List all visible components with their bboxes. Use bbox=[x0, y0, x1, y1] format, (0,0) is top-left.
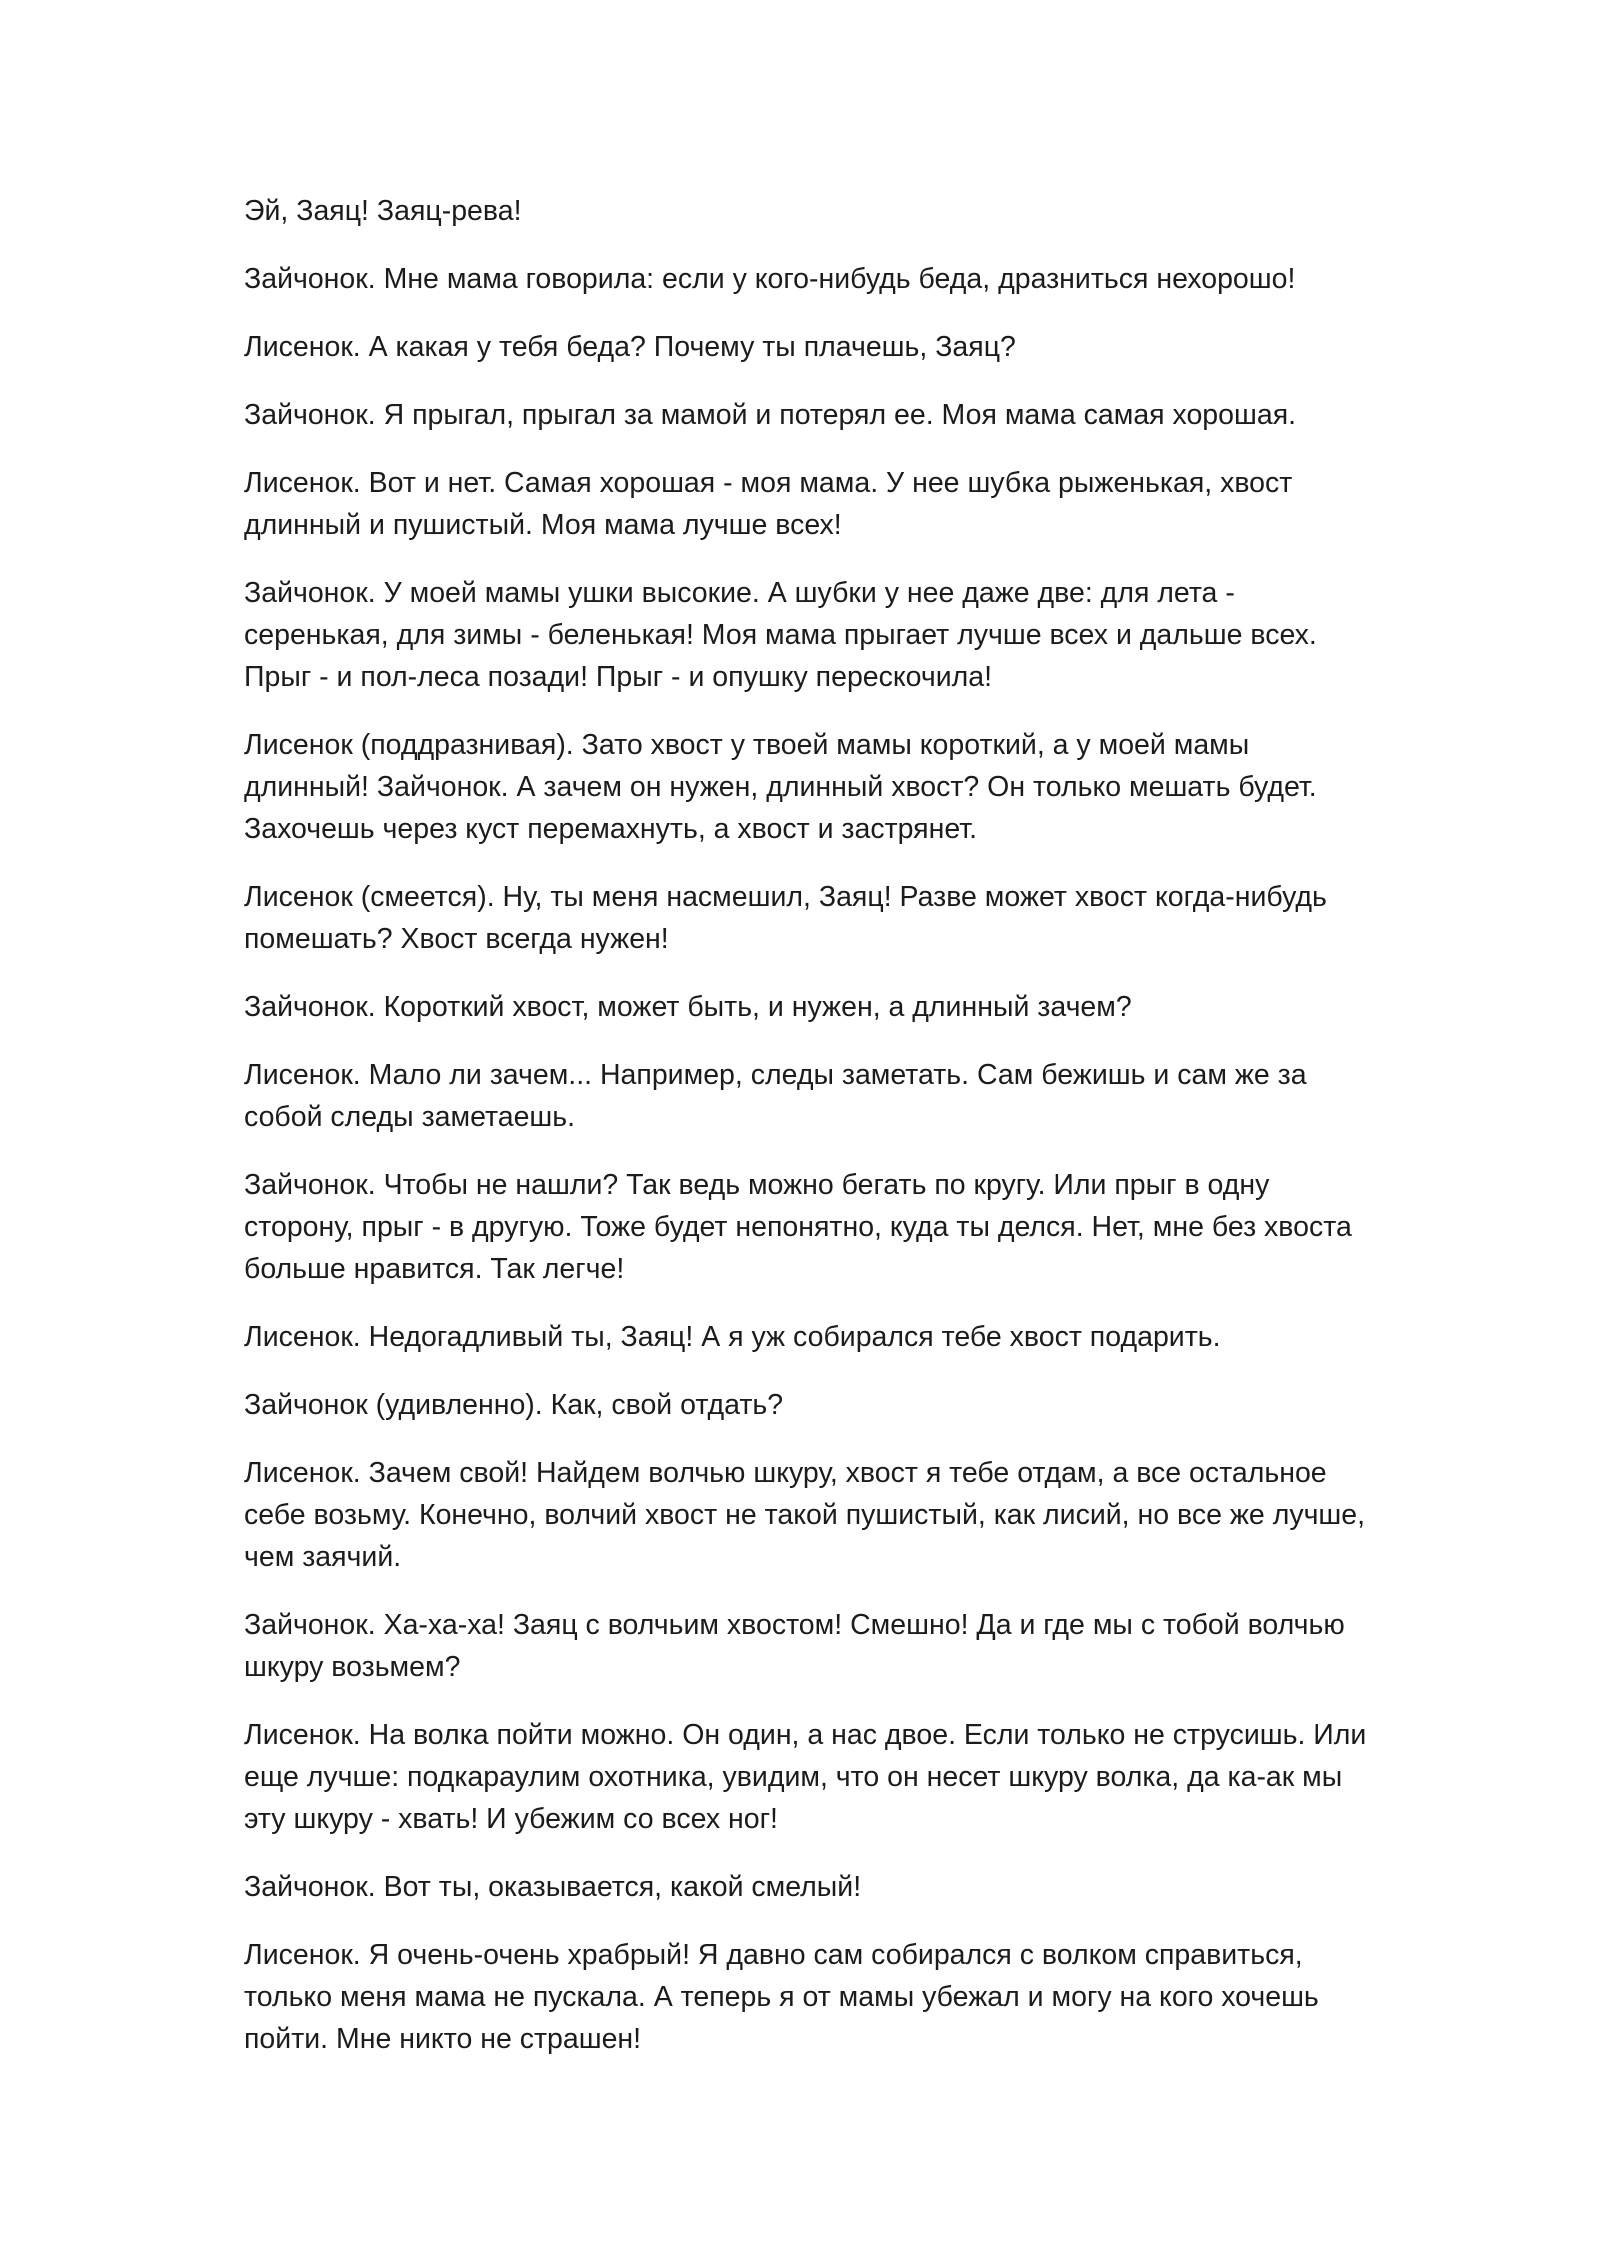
paragraph-16: Лисенок. На волка пойти можно. Он один, а нас двое. Если только не струсишь. Или еще лучше: подкараулим охотника, увидим, что он несет шкуру волка, да ка-ак мы эту шкуру - хвать! И убежим со всех ног! bbox=[244, 1719, 1367, 1835]
paragraph-11: Зайчонок. Чтобы не нашли? Так ведь можно бегать по кругу. Или прыг в одну сторону, прыг - в другую. Тоже будет непонятно, куда ты делся. Нет, мне без хвоста больше нравится. Так легче! bbox=[244, 1169, 1352, 1285]
paragraph-14: Лисенок. Зачем свой! Найдем волчью шкуру, хвост я тебе отдам, а все остальное себе возьму. Конечно, волчий хвост не такой пушистый, как лисий, но все же лучше, чем заячий. bbox=[244, 1457, 1366, 1573]
paragraph-10: Лисенок. Мало ли зачем... Например, следы заметать. Сам бежишь и сам же за собой следы заметаешь. bbox=[244, 1059, 1307, 1133]
paragraph-7: Лисенок (поддразнивая). Зато хвост у твоей мамы короткий, а у моей мамы длинный! Зайчонок. А зачем он нужен, длинный хвост? Он только мешать будет. Захочешь через куст перемахнуть, а хвост и застрянет. bbox=[244, 729, 1317, 845]
paragraph-2: Зайчонок. Мне мама говорила: если у кого-нибудь беда, дразниться нехорошо! bbox=[244, 263, 1296, 295]
paragraph-6: Зайчонок. У моей мамы ушки высокие. А шубки у нее даже две: для лета - серенькая, для зимы - беленькая! Моя мама прыгает лучше всех и дальше всех. Прыг - и пол-леса позади! Прыг - и опушку перескочила! bbox=[244, 577, 1317, 693]
paragraph-5: Лисенок. Вот и нет. Самая хорошая - моя мама. У нее шубка рыженькая, хвост длинный и пушистый. Моя мама лучше всех! bbox=[244, 467, 1293, 541]
dialogue-text bbox=[244, 190, 1376, 2086]
paragraph-1: Эй, Заяц! Заяц-рева! bbox=[244, 195, 522, 227]
paragraph-4: Зайчонок. Я прыгал, прыгал за мамой и потерял ее. Моя мама самая хорошая. bbox=[244, 399, 1297, 431]
paragraph-3: Лисенок. А какая у тебя беда? Почему ты плачешь, Заяц? bbox=[244, 331, 1016, 363]
paragraph-17: Зайчонок. Вот ты, оказывается, какой смелый! bbox=[244, 1871, 862, 1903]
paragraph-8: Лисенок (смеется). Ну, ты меня насмешил, Заяц! Разве может хвост когда-нибудь помешать? Хвост всегда нужен! bbox=[244, 881, 1327, 955]
paragraph-12: Лисенок. Недогадливый ты, Заяц! А я уж собирался тебе хвост подарить. bbox=[244, 1321, 1221, 1353]
paragraph-13: Зайчонок (удивленно). Как, свой отдать? bbox=[244, 1389, 784, 1421]
paragraph-9: Зайчонок. Короткий хвост, может быть, и нужен, а длинный зачем? bbox=[244, 991, 1132, 1023]
paragraph-15: Зайчонок. Ха-ха-ха! Заяц с волчьим хвостом! Смешно! Да и где мы с тобой волчью шкуру возьмем? bbox=[244, 1609, 1345, 1683]
paragraph-18: Лисенок. Я очень-очень храбрый! Я давно сам собирался с волком справиться, только меня мама не пускала. А теперь я от мамы убежал и могу на кого хочешь пойти. Мне никто не страшен! bbox=[244, 1939, 1319, 2055]
